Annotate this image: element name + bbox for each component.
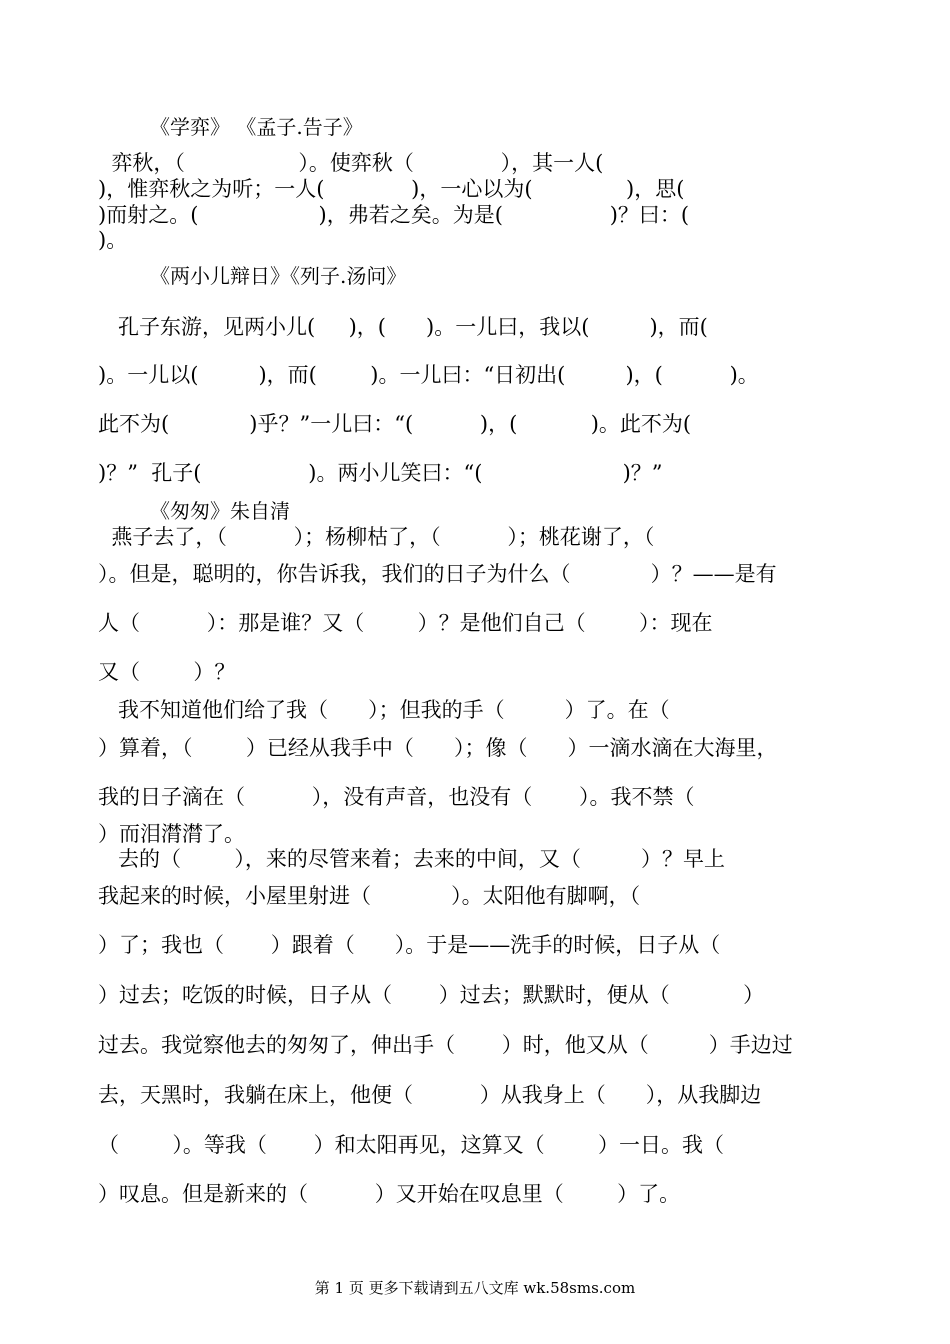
text-line: （ ）。等我（ ）和太阳再见，这算又（ ）一日。我（ bbox=[98, 1133, 725, 1157]
text-line: 去的（ ），来的尽管来着；去来的中间，又（ ）？早上 bbox=[98, 847, 726, 871]
section-title-liangxiaoer: 《两小儿辩日》《列子.汤问》 bbox=[150, 264, 407, 288]
text-line: ）了；我也（ ）跟着（ ）。于是——洗手的时候，日子从（ bbox=[98, 933, 721, 957]
text-line: 去，天黑时，我躺在床上，他便（ ）从我身上（ ），从我脚边 bbox=[98, 1083, 762, 1107]
text-line: ）而泪潸潸了。 bbox=[98, 822, 245, 846]
text-line: 我不知道他们给了我（ ）；但我的手（ ）了。在（ bbox=[98, 698, 670, 722]
text-line: 燕子去了，（ ）；杨柳枯了，（ ）；桃花谢了，（ bbox=[98, 525, 655, 549]
text-line: ）算着，（ ）已经从我手中（ ）；像（ ）一滴水滴在大海里， bbox=[98, 736, 778, 760]
text-line: 我的日子滴在（ ），没有声音，也没有（ ）。我不禁（ bbox=[98, 785, 695, 809]
text-line: )。 bbox=[98, 228, 128, 252]
text-line: )而射之。( )，弗若之矣。为是( )？曰：( bbox=[98, 203, 690, 227]
text-line: 过去。我觉察他去的匆匆了，伸出手（ ）时，他又从（ ）手边过 bbox=[98, 1033, 793, 1057]
text-line: )，惟弈秋之为听；一人( )，一心以为( )，思( bbox=[98, 177, 685, 201]
text-line: 人（ ）：那是谁？又（ ）？是他们自己（ ）：现在 bbox=[98, 611, 713, 635]
text-line: 孔子东游，见两小儿( )，( )。一儿曰，我以( )，而( bbox=[98, 315, 708, 339]
text-line: )？” 孔子( )。两小儿笑曰：“( )？” bbox=[98, 461, 663, 485]
section-title-xueyi: 《学弈》 《孟子.告子》 bbox=[150, 115, 363, 139]
text-line: ）过去；吃饭的时候，日子从（ ）过去；默默时，便从（ ） bbox=[98, 983, 765, 1007]
page-footer: 第 1 页 更多下载请到五八文库 wk.58sms.com bbox=[314, 1279, 636, 1297]
text-line: ）。但是，聪明的，你告诉我，我们的日子为什么（ ）？——是有 bbox=[98, 562, 777, 586]
text-line: )。一儿以( )，而( )。一儿曰：“日初出( )，( )。 bbox=[98, 363, 759, 387]
section-title-congcong: 《匆匆》朱自清 bbox=[150, 499, 290, 523]
text-line: 我起来的时候，小屋里射进（ ）。太阳他有脚啊，（ bbox=[98, 884, 641, 908]
text-line: 弈秋，（ ）。使弈秋（ ），其一人( bbox=[98, 151, 604, 175]
text-line: 此不为( )乎？”一儿曰：“( )，( )。此不为( bbox=[98, 412, 692, 436]
text-line: 又（ ）？ bbox=[98, 660, 236, 684]
text-line: ）叹息。但是新来的（ ）又开始在叹息里（ ）了。 bbox=[98, 1182, 681, 1206]
